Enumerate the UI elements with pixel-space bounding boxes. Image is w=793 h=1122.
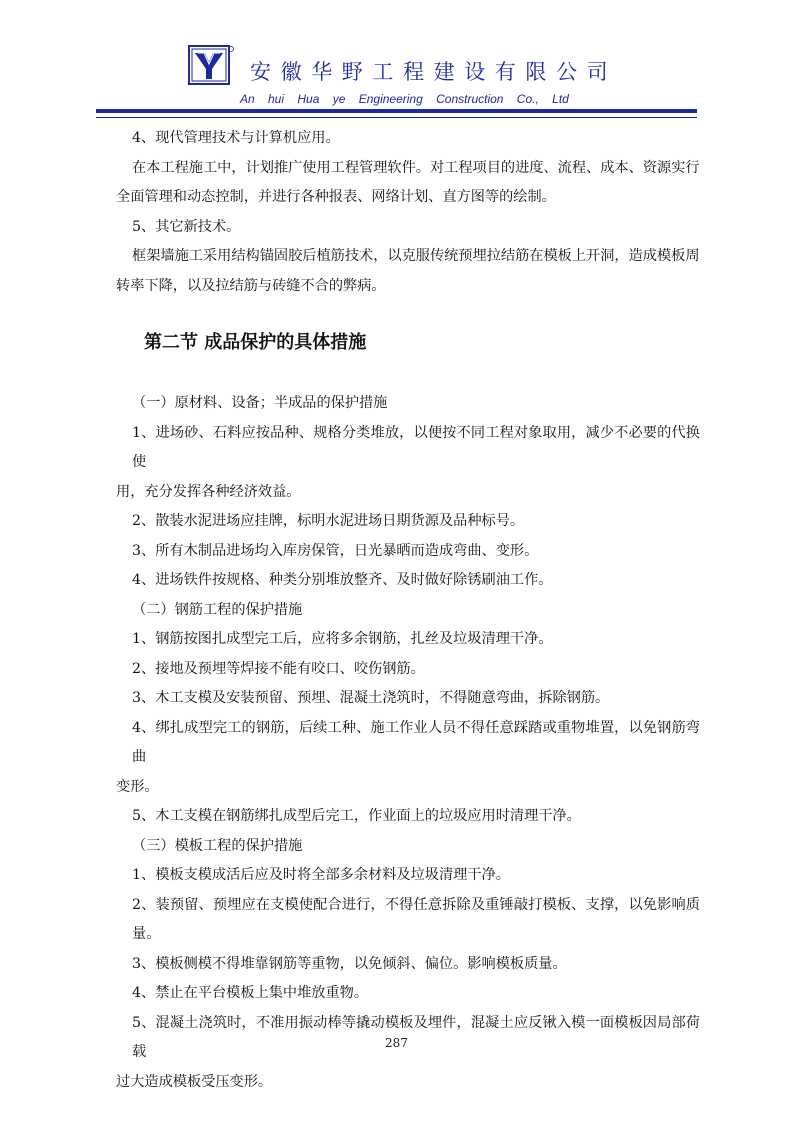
paragraph-line: 1、进场砂、石料应按品种、规格分类堆放，以便按不同工程对象取用，减少不必要的代换使 (132, 424, 700, 470)
paragraph-line: 5、木工支模在钢筋绑扎成型后完工，作业面上的垃圾应用时清理干净。 (132, 808, 581, 824)
paragraph-line: 5、其它新技术。 (132, 218, 241, 235)
section-heading: 第二节 成品保护的具体措施 (144, 332, 367, 353)
header-rule-thick (96, 109, 697, 113)
company-name-cn: 安徽华野工程建设有限公司 (250, 60, 618, 84)
paragraph-line: 1、钢筋按图扎成型完工后，应将多余钢筋，扎丝及垃圾清理干净。 (132, 631, 553, 647)
paragraph-line: 用，充分发挥各种经济效益。 (116, 483, 301, 500)
paragraph-line: 2、接地及预埋等焊接不能有咬口、咬伤钢筋。 (132, 660, 425, 677)
paragraph-line: 4、禁止在平台模板上集中堆放重物。 (132, 985, 369, 1001)
paragraph-line: 1、模板支模成活后应及时将全部多余材料及垃圾清理干净。 (132, 867, 510, 883)
paragraph-line: 4、绑扎成型完工的钢筋，后续工种、施工作业人员不得任意踩踏或重物堆置，以免钢筋弯曲 (132, 719, 700, 765)
paragraph-line: 3、木工支模及安装预留、预埋、混凝土浇筑时，不得随意弯曲，拆除钢筋。 (132, 690, 610, 706)
paragraph-line: 变形。 (116, 778, 159, 795)
paragraph-line: 4、进场铁件按规格、种类分别堆放整齐、及时做好除锈刷油工作。 (132, 572, 553, 588)
paragraph-line: 5、混凝土浇筑时，不准用振动棒等撬动模板及埋件，混凝土应反锹入模一面模板因局部荷载 (132, 1014, 700, 1060)
paragraph-line: 全面管理和动态控制，并进行各种报表、网络计划、直方图等的绘制。 (116, 189, 556, 205)
subsection-heading: （二）钢筋工程的保护措施 (132, 601, 303, 618)
company-logo-icon (188, 45, 234, 87)
paragraph-line: 3、所有木制品进场均入库房保管，日光暴晒而造成弯曲、变形。 (132, 542, 539, 559)
company-name-en: An hui Hua ye Engineering Construction Co., Ltd (240, 92, 569, 106)
paragraph-line: 在本工程施工中，计划推广使用工程管理软件。对工程项目的进度、流程、成本、资源实行 (132, 159, 700, 176)
header-rule-thin (96, 117, 697, 118)
subsection-heading: （三）模板工程的保护措施 (132, 837, 303, 854)
paragraph-line: 框架墙施工采用结构锚固胶后植筋技术，以克服传统预埋拉结筋在模板上开洞，造成模板周 (132, 248, 700, 264)
paragraph-line: 2、装预留、预埋应在支模使配合进行，不得任意拆除及重锤敲打模板、支撑，以免影响质量。 (132, 896, 700, 942)
page-header (0, 0, 793, 124)
subsection-heading: （一）原材料、设备；半成品的保护措施 (132, 395, 388, 411)
page-content (116, 124, 700, 1097)
paragraph-line: 2、散装水泥进场应挂牌，标明水泥进场日期货源及品种标号。 (132, 513, 525, 529)
paragraph-line: 转率下降，以及拉结筋与砖缝不合的弊病。 (116, 277, 386, 294)
paragraph-line: 3、模板侧模不得堆靠钢筋等重物，以免倾斜、偏位。影响模板质量。 (132, 955, 567, 972)
paragraph-line: 过大造成模板受压变形。 (116, 1073, 273, 1090)
paragraph-line: 4、现代管理技术与计算机应用。 (132, 130, 340, 146)
page-number: 287 (385, 1036, 408, 1050)
